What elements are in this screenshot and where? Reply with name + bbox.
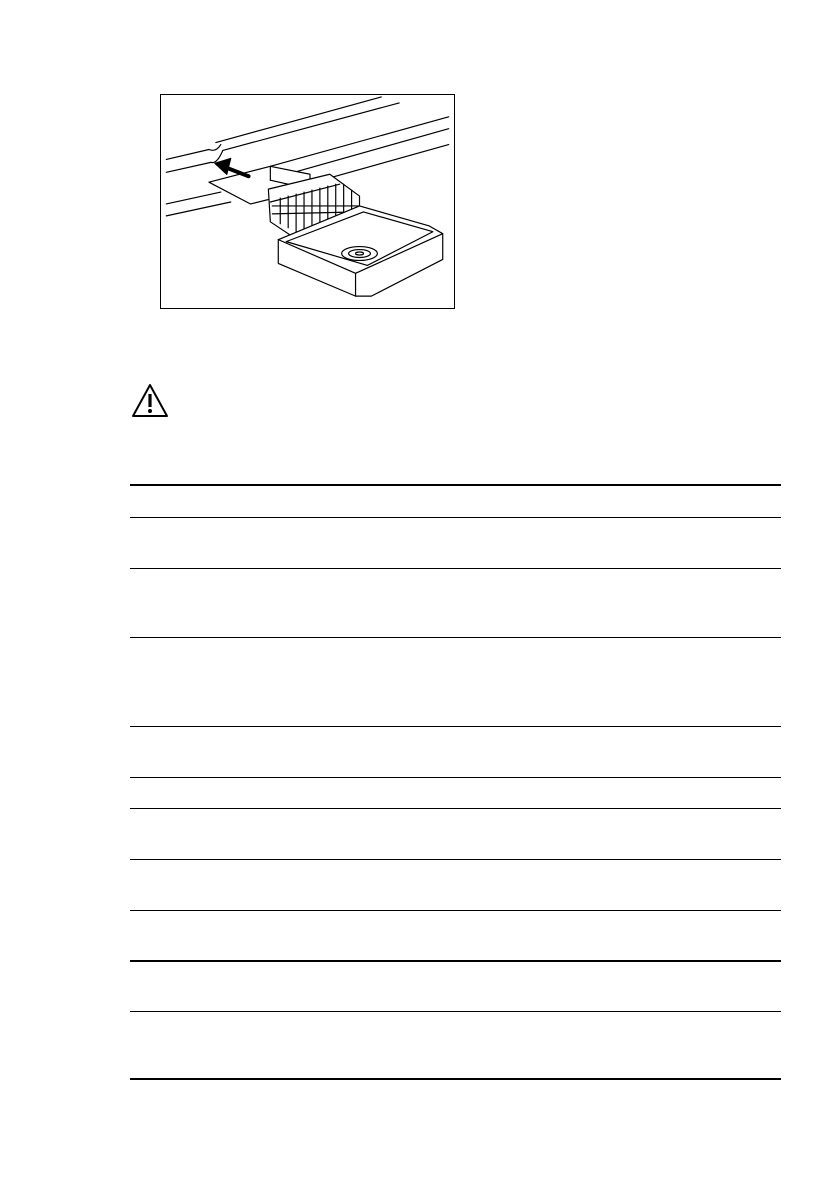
- table-row: [130, 486, 781, 518]
- warning-triangle-icon: [130, 382, 170, 420]
- table-row: [130, 1012, 781, 1080]
- table-row: [130, 518, 781, 569]
- table-row: [130, 962, 781, 1012]
- drain-tray-illustration: [160, 94, 455, 309]
- data-table: [130, 484, 781, 1080]
- table-row: [130, 911, 781, 962]
- table-row: [130, 809, 781, 860]
- table-row: [130, 638, 781, 727]
- table-row: [130, 569, 781, 638]
- table-row: [130, 860, 781, 911]
- table-row: [130, 727, 781, 778]
- table-row: [130, 778, 781, 809]
